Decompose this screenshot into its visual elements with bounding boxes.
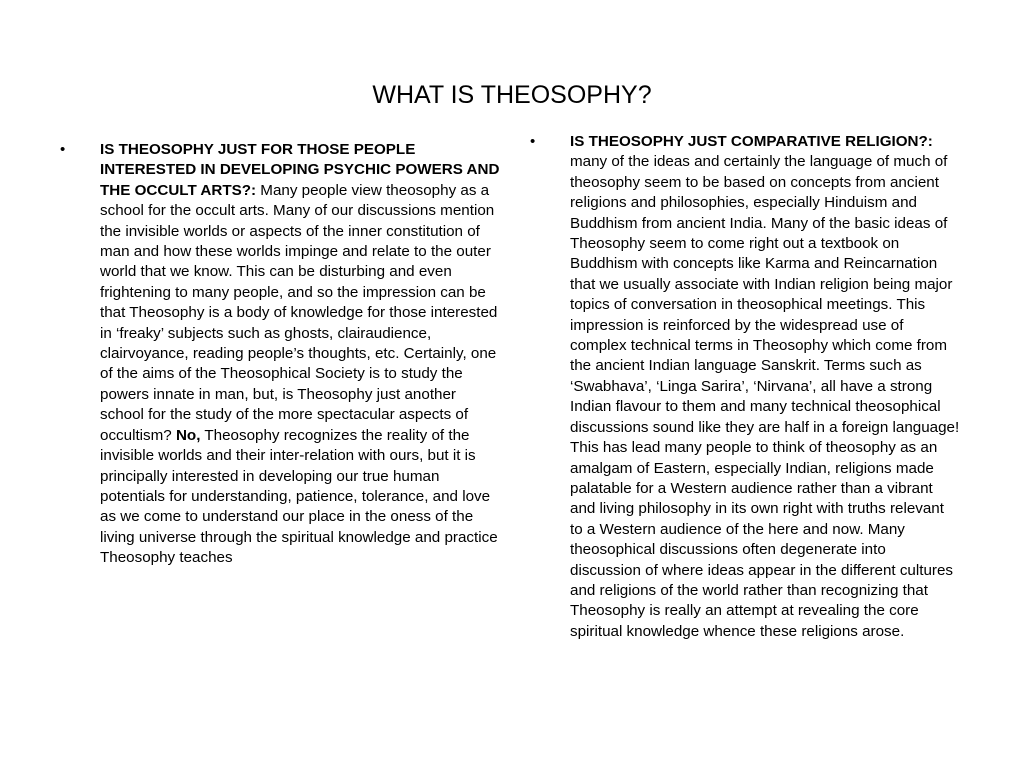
left-bullet-heading: IS THEOSOPHY JUST FOR THOSE PEOPLE INTERESTED IN DEVELOPING PSYCHIC POWERS AND THE OCCULT ARTS?: [100,141,500,199]
bullet-marker: • [530,133,536,150]
left-bullet-emphasis: No, [175,426,201,444]
right-column [530,132,960,642]
right-bullet-body: many of the ideas and certainly the language of much of theosophy seem to be based on concepts from ancient religions and philosophies, especially Hinduism and Buddhism from ancient India. Many of the basic ideas of Theosophy seem to come right out a textbook on Buddhism with concepts like Karma and Reincarnation that we usually associate with Indian religion being major topics of conversation in theosophical meetings. This impression is reinforced by the widespread use of complex technical terms in Theosophy which come from the ancient Indian language Sanskrit. Terms such as ‘Swabhava’, ‘Linga Sarira’, ‘Nirvana’, all have a strong Indian flavour to them and many technical theosophical discussions sound like they are half in a foreign language! This has lead many people to think of theosophy as an amalgam of Eastern, especially Indian, religions made palatable for a Western audience rather than a vibrant and living philosophy in its own right with truths relevant to a Western audience of the here and now. Many theosophical discussions often degenerate into discussion of where ideas appear in the different cultures and religions of the world rather than recognizing that Theosophy is really an attempt at revealing the core spiritual knowledge whence these religions arose. [570,153,960,640]
left-column [60,140,500,569]
left-bullet-text [60,140,500,569]
bullet-marker: • [60,141,66,158]
left-bullet-body-part2: Theosophy recognizes the reality of the invisible worlds and their inter-relation with ours, but it is principally interested in developing our true human potentials for understanding, patience, tolerance, and love as we come to understand our place in the oness of the living universe through the spiritual knowledge and practice Theosophy teaches [100,426,498,567]
right-bullet-text [530,132,960,642]
right-bullet-heading: IS THEOSOPHY JUST COMPARATIVE RELIGION?: [570,133,933,150]
left-bullet-body-part1: Many people view theosophy as a school for the occult arts. Many of our discussions mention the invisible worlds or aspects of the inner constitution of man and how these worlds impinge and relate to the outer world that we know. This can be disturbing and even frightening to many people, and so the impression can be that Theosophy is a body of knowledge for those interested in ‘freaky’ subjects such as ghosts, clairaudience, clairvoyance, reading people’s thoughts, etc. Certainly, one of the aims of the Theosophical Society is to study the powers innate in man, but, is Theosophy just another school for the study of the more spectacular aspects of occultism? [100,181,498,444]
slide-title: WHAT IS THEOSOPHY? [372,81,652,109]
